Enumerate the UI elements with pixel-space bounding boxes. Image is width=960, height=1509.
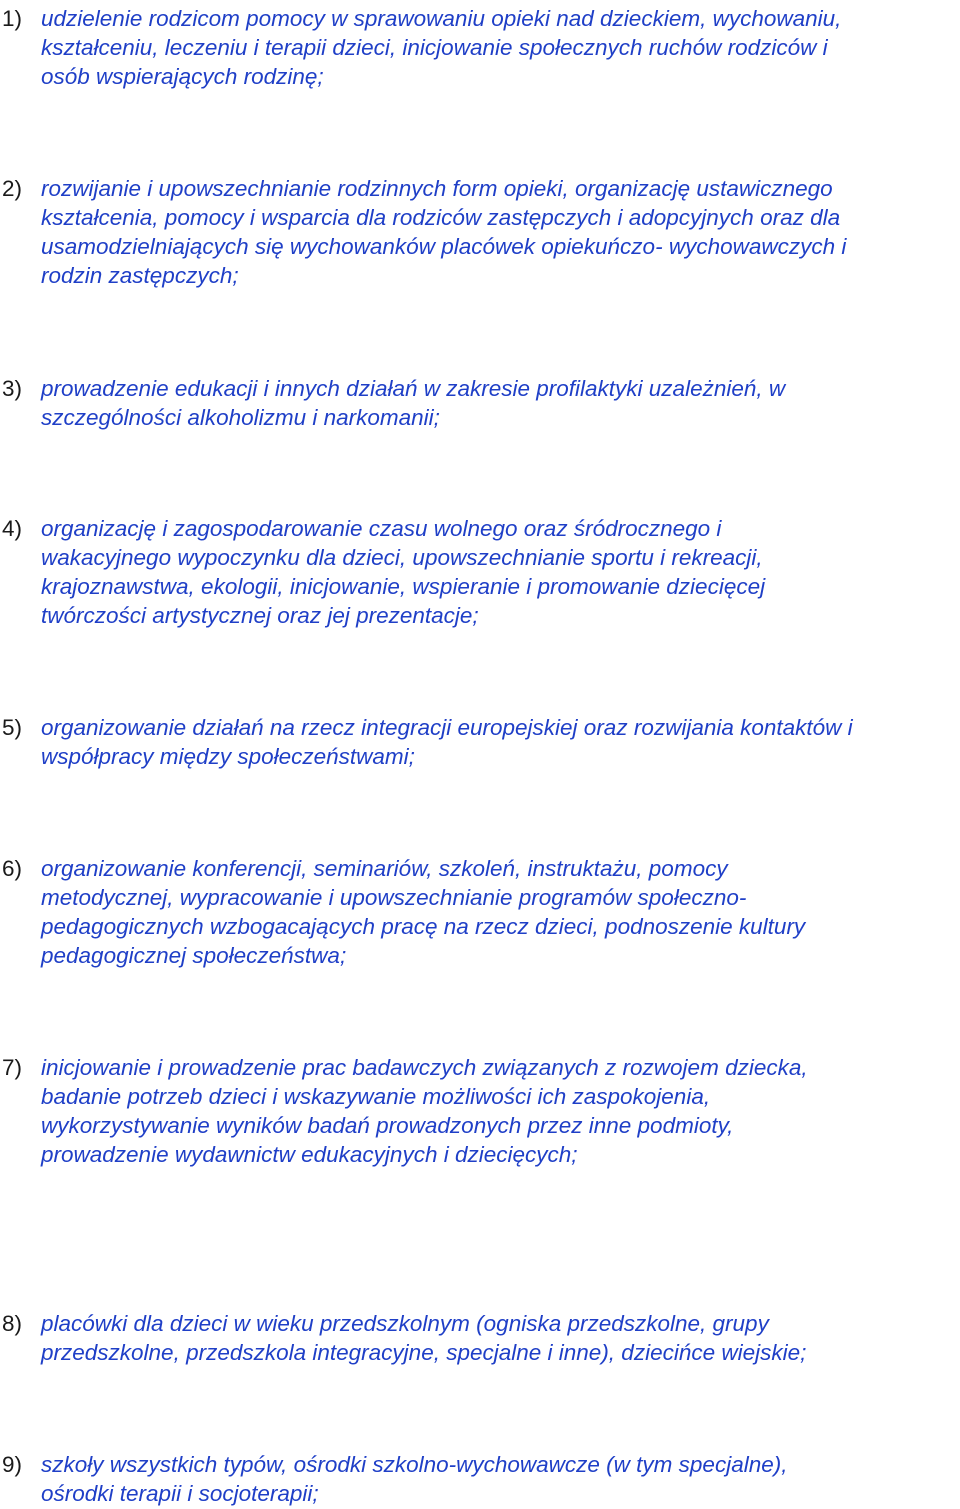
item-number: 9) (2, 1452, 23, 1477)
list-item-4 (0, 514, 960, 630)
list-item-8 (0, 1309, 960, 1367)
item-text: rozwijanie i upowszechnianie rodzinnych form opieki, organizację ustawicznego kształcenia, pomocy i wsparcia dla rodziców zastępczych i adopcyjnych oraz dla usamodzielniających się wychowanków placówek opiekuńczo- wychowawczych i rodzin zastępczych; (41, 176, 847, 288)
item-number: 4) (2, 516, 23, 541)
item-text: organizowanie konferencji, seminariów, szkoleń, instruktażu, pomocy metodycznej, wypracowanie i upowszechnianie programów społeczno- pedagogicznych wzbogacających pracę na rzecz dzieci, podnoszenie kultury pedagogicznej społeczeństwa; (41, 856, 806, 968)
item-number: 7) (2, 1055, 23, 1080)
list-item-5 (0, 713, 960, 771)
item-text: prowadzenie edukacji i innych działań w zakresie profilaktyki uzależnień, w szczególności alkoholizmu i narkomanii; (41, 376, 786, 430)
item-text: udzielenie rodzicom pomocy w sprawowaniu opieki nad dzieckiem, wychowaniu, kształceniu, leczeniu i terapii dzieci, inicjowanie społecznych ruchów rodziców i osób wspierających rodzinę; (41, 6, 842, 89)
list-item-9 (0, 1450, 960, 1508)
item-text: organizowanie działań na rzecz integracji europejskiej oraz rozwijania kontaktów i współpracy między społeczeństwami; (41, 715, 853, 769)
list-item-1 (0, 4, 960, 91)
list-item-7 (0, 1053, 960, 1169)
item-number: 8) (2, 1311, 23, 1336)
item-text: inicjowanie i prowadzenie prac badawczych związanych z rozwojem dziecka, badanie potrzeb dzieci i wskazywanie możliwości ich zaspokojenia, wykorzystywanie wyników badań prowadzonych przez inne podmioty, prowadzenie wydawnictw edukacyjnych i dziecięcych; (41, 1055, 808, 1167)
item-number: 2) (2, 176, 23, 201)
item-number: 3) (2, 376, 23, 401)
item-text: szkoły wszystkich typów, ośrodki szkolno-wychowawcze (w tym specjalne), ośrodki terapii i socjoterapii; (41, 1452, 788, 1506)
item-number: 6) (2, 856, 23, 881)
list-item-3 (0, 374, 960, 432)
list-item-2 (0, 174, 960, 290)
item-number: 5) (2, 715, 23, 740)
item-number: 1) (2, 6, 23, 31)
item-text: organizację i zagospodarowanie czasu wolnego oraz śródrocznego i wakacyjnego wypoczynku dla dzieci, upowszechnianie sportu i rekreacji, krajoznawstwa, ekologii, inicjowanie, wspieranie i promowanie dziecięcej twórczości artystycznej oraz jej prezentacje; (41, 516, 766, 628)
item-text: placówki dla dzieci w wieku przedszkolnym (ogniska przedszkolne, grupy przedszkolne, przedszkola integracyjne, specjalne i inne), dziecińce wiejskie; (41, 1311, 807, 1365)
list-item-6 (0, 854, 960, 970)
